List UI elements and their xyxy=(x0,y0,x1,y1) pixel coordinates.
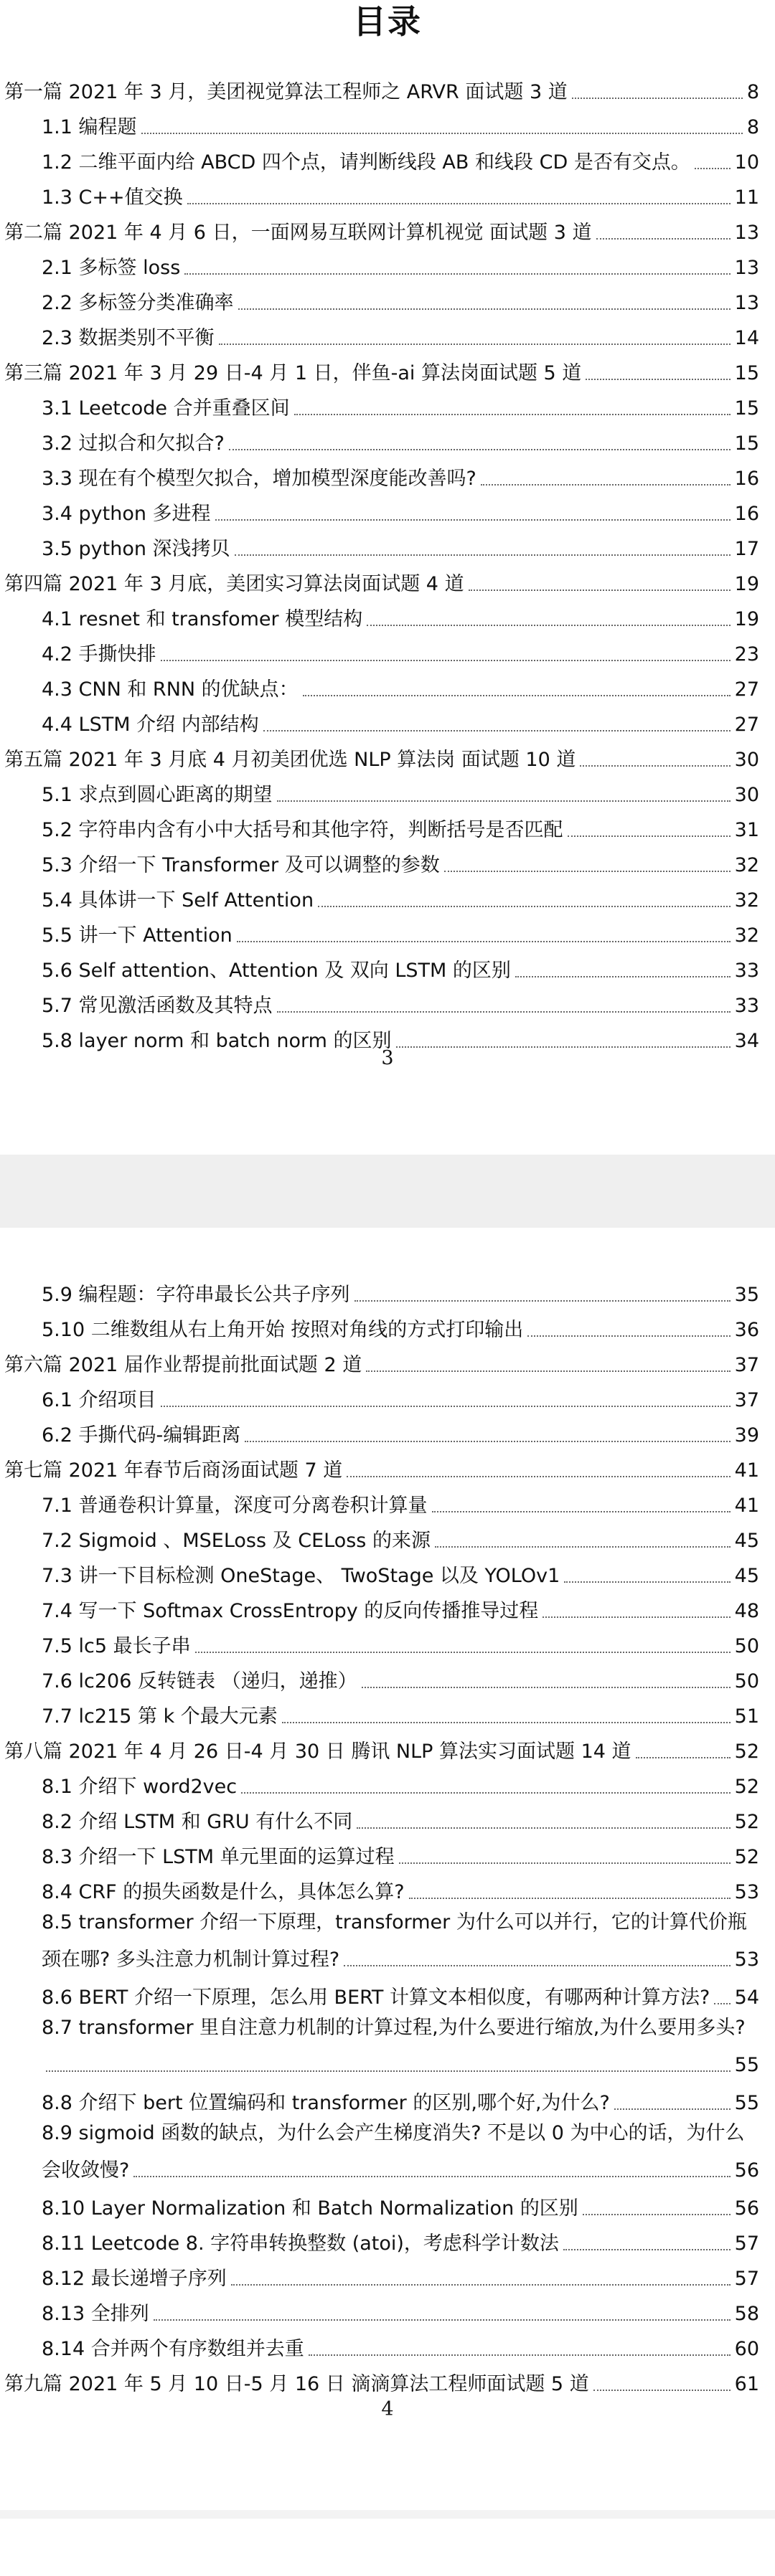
toc-entry-page: 57 xyxy=(734,2232,759,2255)
toc-entry-page: 56 xyxy=(734,2159,759,2182)
toc-entry-text: 7.3 讲一下目标检测 OneStage、 TwoStage 以及 YOLOv1 xyxy=(42,1565,560,1587)
toc-entry[interactable] xyxy=(0,1311,775,1343)
toc-entry-text: 第六篇 2021 届作业帮提前批面试题 2 道 xyxy=(4,1354,362,1376)
dot-leader xyxy=(154,2319,731,2321)
toc-entry-page: 27 xyxy=(734,678,759,701)
toc-entry-text: 3.5 python 深浅拷贝 xyxy=(42,538,230,560)
toc-entry[interactable] xyxy=(0,811,775,843)
toc-entry-page: 33 xyxy=(734,960,759,982)
dot-leader xyxy=(263,730,731,731)
toc-entry-text: 第九篇 2021 年 5 月 10 日-5 月 16 日 滴滴算法工程师面试题 5 道 xyxy=(4,2373,589,2395)
toc-entry-text: 7.5 lc5 最长子串 xyxy=(42,1635,191,1657)
toc-entry[interactable] xyxy=(0,846,775,878)
toc-entry-text: 8.1 介绍下 word2vec xyxy=(42,1776,238,1798)
toc-entry[interactable] xyxy=(0,1346,775,1378)
dot-leader xyxy=(235,554,731,556)
toc-entry-page: 33 xyxy=(734,995,759,1017)
toc-entry-page: 36 xyxy=(734,1319,759,1341)
toc-page-2 xyxy=(0,1228,775,2576)
toc-entry[interactable] xyxy=(0,917,775,948)
toc-entry[interactable] xyxy=(0,1487,775,1518)
toc-entry-page: 10 xyxy=(734,151,759,174)
toc-entry[interactable] xyxy=(0,881,775,913)
dot-leader xyxy=(695,168,731,169)
toc-entry[interactable] xyxy=(0,2295,775,2326)
dot-leader xyxy=(527,1335,730,1337)
toc-entry-text: 3.1 Leetcode 合并重叠区间 xyxy=(42,397,290,420)
toc-entry[interactable] xyxy=(0,1803,775,1834)
toc-entry-page: 16 xyxy=(734,503,759,525)
toc-entry-text: 5.10 二维数组从右上角开始 按照对角线的方式打印输出 xyxy=(42,1319,524,1341)
toc-entry[interactable] xyxy=(0,706,775,737)
toc-entry-page: 27 xyxy=(734,714,759,736)
toc-entry[interactable] xyxy=(0,2225,775,2256)
toc-entry-text: 5.6 Self attention、Attention 及 双向 LSTM 的区别 xyxy=(42,960,511,982)
toc-page-1 xyxy=(0,0,775,1155)
toc-entry-page: 51 xyxy=(734,1705,759,1728)
toc-entry[interactable] xyxy=(0,249,775,280)
toc-entry[interactable] xyxy=(0,600,775,632)
dot-leader xyxy=(215,519,731,521)
toc-entry[interactable] xyxy=(0,2260,775,2291)
toc-entry[interactable] xyxy=(0,425,775,456)
toc-entry-text: 7.1 普通卷积计算量，深度可分离卷积计算量 xyxy=(42,1495,428,1517)
toc-entry-text: 第一篇 2021 年 3 月，美团视觉算法工程师之 ARVR 面试题 3 道 xyxy=(4,81,568,103)
toc-entry-text: 5.5 讲一下 Attention xyxy=(42,924,232,947)
dot-leader xyxy=(187,203,731,204)
toc-entry[interactable] xyxy=(0,952,775,983)
toc-entry[interactable] xyxy=(0,2116,775,2183)
toc-entry[interactable] xyxy=(0,73,775,105)
toc-entry[interactable] xyxy=(0,1416,775,1448)
toc-entry[interactable] xyxy=(0,2365,775,2397)
toc-entry-page: 15 xyxy=(734,397,759,420)
toc-entry-text: 1.3 C++值交换 xyxy=(42,186,183,209)
toc-entry-page: 57 xyxy=(734,2268,759,2290)
toc-entry[interactable] xyxy=(0,530,775,562)
dot-leader xyxy=(309,2354,731,2356)
dot-leader xyxy=(277,1011,731,1013)
toc-entry-text: 8.8 介绍下 bert 位置编码和 transformer 的区别,哪个好,为什么? xyxy=(42,2092,610,2114)
toc-entry[interactable] xyxy=(0,1627,775,1659)
toc-entry-text: 1.2 二维平面内给 ABCD 四个点，请判断线段 AB 和线段 CD 是否有交点。 xyxy=(42,151,690,174)
toc-entry[interactable] xyxy=(0,2330,775,2362)
toc-entry[interactable] xyxy=(0,1662,775,1694)
toc-entry-page: 39 xyxy=(734,1424,759,1446)
toc-entry-page: 13 xyxy=(734,292,759,314)
dot-leader xyxy=(277,800,731,802)
toc-entry[interactable] xyxy=(0,1979,775,2010)
toc-entry[interactable] xyxy=(0,319,775,351)
toc-entry-text: 5.2 字符串内含有小中大括号和其他字符，判断括号是否匹配 xyxy=(42,819,563,841)
dot-leader xyxy=(219,344,731,345)
toc-entry-text-line1: 8.7 transformer 里自注意力机制的计算过程,为什么要进行缩放,为什么要用多头? xyxy=(42,2017,746,2039)
toc-entry-tail xyxy=(0,2151,775,2183)
toc-entry-tail xyxy=(0,2046,775,2078)
toc-entry-text: 5.9 编程题：字符串最长公共子序列 xyxy=(42,1284,350,1306)
dot-leader xyxy=(161,1406,731,1407)
toc-entry-text: 5.8 layer norm 和 batch norm 的区别 xyxy=(42,1030,392,1052)
dot-leader xyxy=(714,2003,730,2004)
toc-entry-page: 55 xyxy=(734,2092,759,2114)
dot-leader xyxy=(303,695,731,696)
toc-entry-page: 16 xyxy=(734,468,759,490)
toc-entry[interactable] xyxy=(0,1522,775,1553)
toc-entry-text: 8.10 Layer Normalization 和 Batch Normalization 的区别 xyxy=(42,2197,578,2220)
toc-entry[interactable] xyxy=(0,143,775,175)
toc-entry-text: 第五篇 2021 年 3 月底 4 月初美团优选 NLP 算法岗 面试题 10 道 xyxy=(4,749,576,771)
toc-title: 目录 xyxy=(353,2,422,41)
toc-entry-text: 6.1 介绍项目 xyxy=(42,1389,156,1411)
dot-leader xyxy=(362,1687,731,1688)
toc-entry[interactable] xyxy=(0,776,775,808)
toc-entry-page: 13 xyxy=(734,222,759,244)
toc-entry-page: 13 xyxy=(734,257,759,279)
toc-entry[interactable] xyxy=(0,1733,775,1764)
dot-leader xyxy=(241,1792,731,1794)
toc-entry[interactable] xyxy=(0,495,775,526)
dot-leader xyxy=(636,1757,731,1758)
toc-entry[interactable] xyxy=(0,635,775,667)
toc-entry-text: 1.1 编程题 xyxy=(42,116,137,138)
toc-entry[interactable] xyxy=(0,2010,775,2078)
toc-entry[interactable] xyxy=(0,671,775,702)
toc-entry-page: 52 xyxy=(734,1741,759,1763)
dot-leader xyxy=(432,1511,731,1512)
dot-leader xyxy=(318,906,731,907)
toc-entry-text-line1: 8.5 transformer 介绍一下原理，transformer 为什么可以并行，它的计算代价瓶 xyxy=(42,1911,747,1933)
toc-entry-page: 8 xyxy=(746,81,759,103)
toc-entry[interactable] xyxy=(0,214,775,245)
dot-leader xyxy=(366,1370,730,1372)
toc-entry-page: 30 xyxy=(734,749,759,771)
dot-leader xyxy=(282,1722,731,1723)
dot-leader xyxy=(238,308,731,310)
toc-entry-page: 32 xyxy=(734,924,759,947)
dot-leader xyxy=(354,1300,731,1302)
toc-entry-page: 58 xyxy=(734,2303,759,2325)
toc-entry-text: 8.2 介绍 LSTM 和 GRU 有什么不同 xyxy=(42,1811,353,1833)
toc-entry-page: 15 xyxy=(734,432,759,455)
toc-entry-text: 4.1 resnet 和 transfomer 模型结构 xyxy=(42,608,363,630)
toc-entry-text: 7.6 lc206 反转链表 （递归，递推） xyxy=(42,1670,357,1692)
toc-entry[interactable] xyxy=(0,1768,775,1799)
dot-leader xyxy=(409,1898,731,1899)
toc-entry-page: 8 xyxy=(746,116,759,138)
toc-entry-page: 34 xyxy=(734,1030,759,1052)
toc-entry-page: 11 xyxy=(734,186,759,209)
toc-entry-page: 23 xyxy=(734,643,759,666)
dot-leader xyxy=(195,1652,731,1653)
dot-leader xyxy=(344,1965,730,1966)
toc-entry-text: 第七篇 2021 年春节后商汤面试题 7 道 xyxy=(4,1459,343,1482)
toc-entry-page: 54 xyxy=(734,1987,759,2009)
toc-entry[interactable] xyxy=(0,1557,775,1588)
toc-entry-page: 41 xyxy=(734,1495,759,1517)
toc-entry-page: 52 xyxy=(734,1846,759,1868)
toc-entry-text: 5.7 常见激活函数及其特点 xyxy=(42,995,273,1017)
toc-entry[interactable] xyxy=(0,1697,775,1729)
toc-entry-page: 30 xyxy=(734,784,759,806)
dot-leader xyxy=(593,2390,731,2391)
toc-entry-text: 5.4 具体讲一下 Self Attention xyxy=(42,889,314,911)
toc-entry[interactable] xyxy=(0,108,775,140)
dot-leader xyxy=(481,484,731,486)
toc-entry-text-line2: 颈在哪? 多头注意力机制计算过程? xyxy=(42,1948,340,1971)
toc-entry-text: 8.6 BERT 介绍一下原理，怎么用 BERT 计算文本相似度，有哪两种计算方法? xyxy=(42,1987,710,2009)
toc-entry[interactable] xyxy=(0,1592,775,1624)
toc-entry[interactable] xyxy=(0,1381,775,1413)
toc-entry-text: 4.2 手撕快排 xyxy=(42,643,156,666)
toc-entry-page: 19 xyxy=(734,573,759,595)
toc-entry-text: 第八篇 2021 年 4 月 26 日-4 月 30 日 腾讯 NLP 算法实习面试题 14 道 xyxy=(4,1741,631,1763)
toc-entry-page: 17 xyxy=(734,538,759,560)
toc-entry-page: 19 xyxy=(734,608,759,630)
toc-entry-text-line1: 8.9 sigmoid 函数的缺点，为什么会产生梯度消失? 不是以 0 为中心的话，为什么 xyxy=(42,2122,745,2144)
toc-entry-text: 8.12 最长递增子序列 xyxy=(42,2268,227,2290)
dot-leader xyxy=(141,133,743,134)
toc-entry[interactable] xyxy=(0,1838,775,1870)
toc-entry[interactable] xyxy=(0,2084,775,2116)
dot-leader xyxy=(580,765,730,767)
toc-entry-text: 7.2 Sigmoid 、MSELoss 及 CELoss 的来源 xyxy=(42,1530,431,1552)
toc-entry[interactable] xyxy=(0,354,775,386)
toc-entry[interactable] xyxy=(0,1905,775,1972)
toc-entry-text: 8.13 全排列 xyxy=(42,2303,149,2325)
dot-leader xyxy=(245,1441,730,1442)
toc-entry[interactable] xyxy=(0,565,775,597)
dot-leader xyxy=(231,2284,731,2286)
dot-leader xyxy=(568,835,731,837)
toc-entry-text: 8.3 介绍一下 LSTM 单元里面的运算过程 xyxy=(42,1846,395,1868)
dot-leader xyxy=(399,1862,731,1864)
dot-leader xyxy=(583,2214,731,2215)
toc-entry-page: 60 xyxy=(734,2338,759,2360)
dot-leader xyxy=(596,238,731,240)
dot-leader xyxy=(586,379,730,380)
toc-entry-page: 32 xyxy=(734,889,759,911)
toc-entry-text: 7.7 lc215 第 k 个最大元素 xyxy=(42,1705,278,1728)
toc-entry-text: 3.2 过拟合和欠拟合? xyxy=(42,432,225,455)
page-separator xyxy=(0,1155,775,1228)
toc-entry-text: 3.3 现在有个模型欠拟合，增加模型深度能改善吗? xyxy=(42,468,476,490)
dot-leader xyxy=(614,2108,731,2110)
toc-entry-text: 7.4 写一下 Softmax CrossEntropy 的反向传播推导过程 xyxy=(42,1600,539,1622)
dot-leader xyxy=(469,589,731,591)
dot-leader xyxy=(133,2176,730,2177)
dot-leader xyxy=(542,1616,730,1618)
toc-entry-text: 8.14 合并两个有序数组并去重 xyxy=(42,2338,304,2360)
toc-entry-page: 32 xyxy=(734,854,759,876)
toc-entry[interactable] xyxy=(0,1873,775,1905)
toc-entry-page: 31 xyxy=(734,819,759,841)
toc-entry-text: 3.4 python 多进程 xyxy=(42,503,211,525)
toc-entry[interactable] xyxy=(0,1276,775,1307)
toc-entry-page: 37 xyxy=(734,1389,759,1411)
dot-leader xyxy=(347,1476,730,1477)
toc-entry-text: 4.4 LSTM 介绍 内部结构 xyxy=(42,714,259,736)
dot-leader xyxy=(444,871,731,872)
dot-leader xyxy=(184,273,730,275)
dot-leader xyxy=(367,625,730,626)
toc-entry-page: 61 xyxy=(734,2373,759,2395)
toc-entry-text: 第三篇 2021 年 3 月 29 日-4 月 1 日，伴鱼-ai 算法岗面试题 5 道 xyxy=(4,362,582,384)
toc-entry-page: 50 xyxy=(734,1635,759,1657)
dot-leader xyxy=(515,976,731,977)
dot-leader xyxy=(357,1827,730,1829)
toc-entry-text: 8.4 CRF 的损失函数是什么，具体怎么算? xyxy=(42,1881,405,1903)
dot-leader xyxy=(229,449,731,450)
toc-entry-text: 5.3 介绍一下 Transformer 及可以调整的参数 xyxy=(42,854,440,876)
toc-entry-page: 53 xyxy=(734,1948,759,1971)
toc-entry-page: 55 xyxy=(734,2054,759,2076)
toc-entry-text: 2.2 多标签分类准确率 xyxy=(42,292,234,314)
toc-entry-page: 37 xyxy=(734,1354,759,1376)
dot-leader xyxy=(435,1546,731,1548)
toc-entry-text: 第四篇 2021 年 3 月底，美团实习算法岗面试题 4 道 xyxy=(4,573,464,595)
toc-entry-page: 45 xyxy=(734,1530,759,1552)
toc-entry-text-line2: 会收敛慢? xyxy=(42,2159,130,2182)
dot-leader xyxy=(237,941,731,942)
toc-entry-page: 53 xyxy=(734,1881,759,1903)
toc-entry-text: 4.3 CNN 和 RNN 的优缺点： xyxy=(42,678,299,701)
toc-entry[interactable] xyxy=(0,2189,775,2221)
toc-entry-tail xyxy=(0,1941,775,1972)
toc-entry-page: 50 xyxy=(734,1670,759,1692)
page-bottom-edge xyxy=(0,2510,775,2519)
dot-leader xyxy=(564,1581,730,1583)
toc-entry-page: 14 xyxy=(734,327,759,349)
toc-entry-page: 15 xyxy=(734,362,759,384)
page-number: 4 xyxy=(381,2398,394,2420)
toc-entry[interactable] xyxy=(0,741,775,772)
toc-entry-page: 48 xyxy=(734,1600,759,1622)
toc-entry[interactable] xyxy=(0,284,775,316)
toc-entry-text: 第二篇 2021 年 4 月 6 日，一面网易互联网计算机视觉 面试题 3 道 xyxy=(4,222,592,244)
toc-entry-text: 2.1 多标签 loss xyxy=(42,257,181,279)
toc-entry-text: 6.2 手撕代码-编辑距离 xyxy=(42,1424,241,1446)
toc-entry-page: 45 xyxy=(734,1565,759,1587)
toc-entry[interactable] xyxy=(0,987,775,1018)
toc-entry-text: 5.1 求点到圆心距离的期望 xyxy=(42,784,273,806)
toc-entry-text: 8.11 Leetcode 8. 字符串转换整数 (atoi)，考虑科学计数法 xyxy=(42,2232,559,2255)
dot-leader xyxy=(294,414,731,415)
toc-entry-text: 2.3 数据类别不平衡 xyxy=(42,327,215,349)
toc-entry-page: 35 xyxy=(734,1284,759,1306)
toc-entry-page: 52 xyxy=(734,1811,759,1833)
toc-entry[interactable] xyxy=(0,460,775,491)
dot-leader xyxy=(46,2070,731,2072)
toc-entry[interactable] xyxy=(0,1452,775,1483)
toc-entry[interactable] xyxy=(0,389,775,421)
dot-leader xyxy=(563,2249,731,2250)
toc-entry-page: 41 xyxy=(734,1459,759,1482)
dot-leader xyxy=(161,660,731,661)
page-number: 3 xyxy=(381,1047,394,1069)
toc-entry-page: 56 xyxy=(734,2197,759,2220)
dot-leader xyxy=(572,98,743,99)
toc-entry-page: 52 xyxy=(734,1776,759,1798)
toc-entry[interactable] xyxy=(0,179,775,210)
